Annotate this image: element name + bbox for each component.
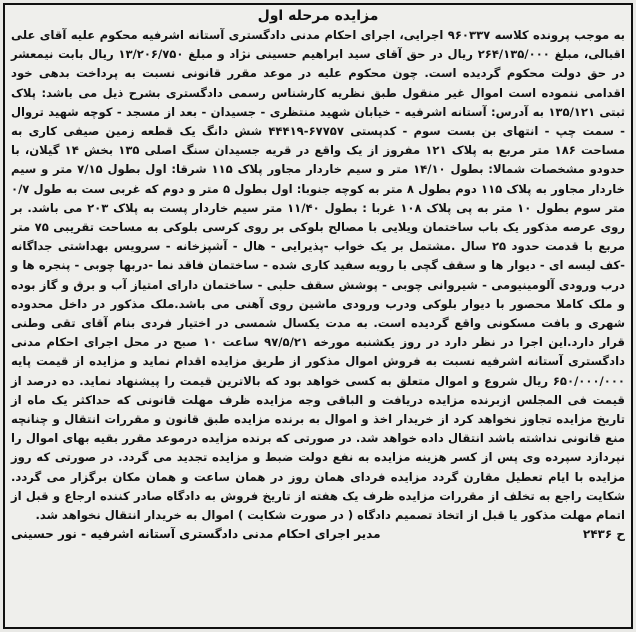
auction-notice	[3, 3, 633, 629]
notice-code: ح ۲۴۳۶	[582, 527, 625, 542]
notice-body: به موجب پرونده کلاسه ۹۶۰۳۳۷ اجرایی، اجرای احکام مدنی دادگستری آستانه اشرفیه محکوم علیه آقای علی اقبالی، مبلغ ۲۶۴/۱۳۵/۰۰۰ ریال در حق آقای سید ابراهیم حسینی نژاد و مبلغ ۱۳/۲۰۶/۷۵۰ ریال بابت نیمعشر در حق دولت محکوم گردیده است. چون محکوم علیه در موعد مقرر قانونی نسبت به پرداخت بدهی خود اقدامی ننموده است اموال غیر منقول طبق نظریه کارشناس رسمی دادگستری بشرح ذیل می باشد: پلاک ثبتی ۱۳۵/۱۲۱ به آدرس: آستانه اشرفیه - خیابان شهید منتظری - جسیدان - بعد از مسجد - کوچه شهید تروال - سمت چپ - انتهای بن بست سوم - کدپستی ۶۷۷۵۷-۴۴۴۱۹ شش دانگ یک قطعه زمین صیفی کاری به مساحت ۱۸۶ متر مربع به پلاک ۱۲۱ مفروز از یک واقع در قریه جسیدان سنگ اصلی ۱۳۵ بخش ۱۴ گیلان، با حدودو مشخصات شمالا: بطول ۱۴/۱۰ متر و سیم خاردار مجاور پلاک ۱۱۵ شرقا: اول بطول ۷/۱۵ متر و سیم خاردار مجاور به پلاک ۱۱۵ دوم بطول ۸ متر به کوچه جنوبا: اول بطول ۵ متر و دوم که غربی ست به طول ۰/۷ متر سوم بطول ۱۰ متر به پی پلاک ۱۰۸ غربا : بطول ۱۱/۴۰ متر سیم خاردار پست به پلاک ۲۰۳ می باشد. بر روی عرصه مذکور یک باب ساختمان ویلایی با مصالح بلوکی بر روی کرسی بلوکی به مساحت تقریبی ۷۵ متر مربع با قدمت حدود ۲۵ سال .مشتمل بر یک خواب -پذیرایی - هال - آشپزخانه - سرویس بهداشتی جداگانه -کف لیسه ای - دیوار ها و سقف گچی با رویه سفید کاری شده - ساختمان فاقد نما -دربها چوبی - پنجره ها و درب ورودی آلومینیومی - شیروانی چوبی - پوشش سقف حلبی - ساختمان دارای امتیاز آب و برق و گاز بوده و ملک کاملا محصور با دیوار بلوکی ودرب ورودی ماشین روی آهنی می باشد.ملک مذکور در داخل محدوده شهری و بافت مسکونی واقع گردیده است. به مدت یکسال شمسی در اختیار فردی بنام آقای تقی وطنی قرار دارد.این اجرا در نظر دارد در روز یکشنبه مورخه ۹۷/۵/۲۱ ساعت ۱۰ صبح در محل اجرای احکام مدنی دادگستری آستانه اشرفیه نسبت به فروش اموال مذکور از طریق مزایده اقدام نماید و مزایده از قیمت پایه ۶۵۰/۰۰۰/۰۰۰ ریال شروع و اموال متعلق به کسی خواهد بود که بالاترین قیمت را پیشنهاد نماید. ده درصد از قیمت فی المجلس ازبرنده مزایده دریافت و الباقی وجه مزایده ظرف مهلت قانونی که حداکثر یک ماه از تاریخ مزایده تجاوز نخواهد کرد از خریدار اخذ و اموال به برنده مزایده طبق قانون و مقررات انتقال و چنانچه منع قانونی نداشته باشد انتقال داده خواهد شد. در صورتی که برنده مزایده درموعد مقرر بقیه بهای اموال را نپردازد سپرده وی پس از کسر هزینه مزایده به نفع دولت ضبط و مزایده تجدید می گردد. در صورتی که روز مزایده با ایام تعطیل مقارن گردد مزایده فردای همان روز در همان ساعت و همان مکان برگزار می گردد. شکایت راجع به تخلف از مقررات مزایده ظرف یک هفته از تاریخ فروش به دادگاه صادر کننده ارجاع و قبل از اتمام مهلت مذکور یا قبل از اتخاذ تصمیم دادگاه ( در صورت شکایت ) اموال به خریدار انتقال نخواهد شد.	[11, 28, 626, 523]
notice-title: مزایده مرحله اول	[257, 8, 379, 24]
notice-signature: مدیر اجرای احکام مدنی دادگستری آستانه اشرفیه - نور حسینی	[11, 527, 381, 542]
notice-footer	[11, 525, 625, 543]
